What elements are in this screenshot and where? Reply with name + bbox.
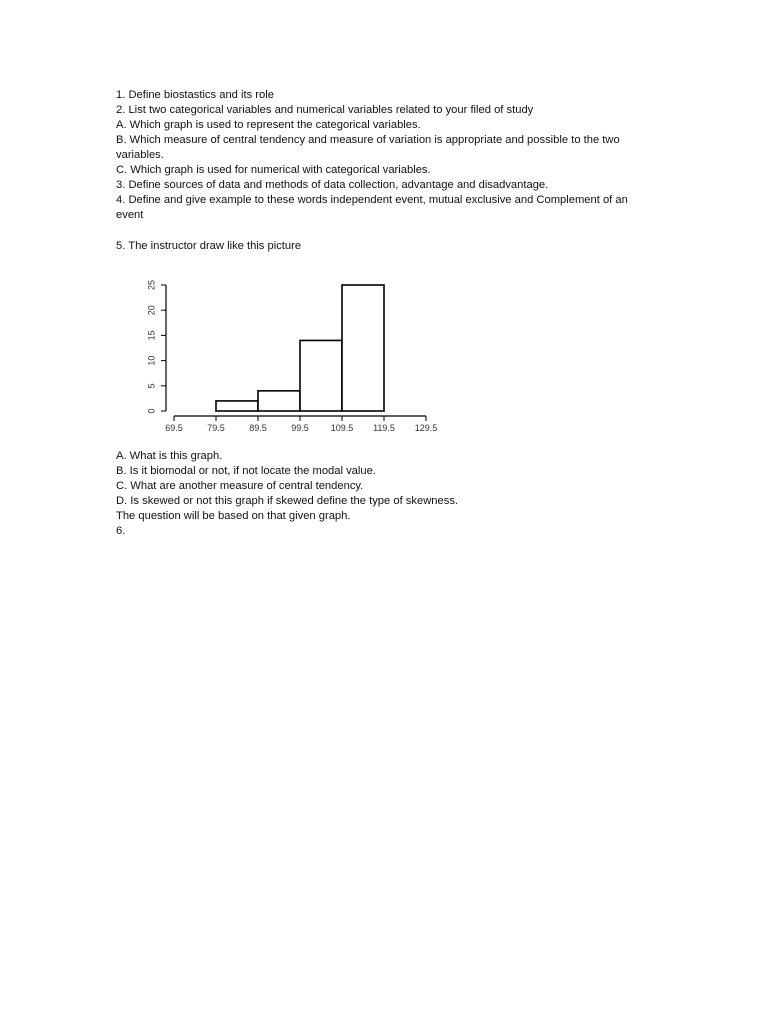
question-2b: B. Which measure of central tendency and measure of variation is appropriate and possible to the two variables. [116, 134, 620, 161]
question-5b: B. Is it biomodal or not, if not locate the modal value. [116, 465, 376, 477]
spacer [116, 223, 656, 239]
question-6: 6. [116, 525, 126, 537]
document-page [116, 88, 656, 539]
x-tick-label: 79.5 [207, 423, 225, 433]
histogram-bar [216, 401, 258, 411]
histogram-bar [258, 391, 300, 411]
y-tick-label: 15 [146, 330, 157, 341]
x-tick-label: 69.5 [165, 423, 183, 433]
question-list-top [116, 88, 656, 223]
histogram-figure [116, 266, 446, 441]
x-tick-label: 119.5 [373, 423, 395, 433]
question-list-bottom [116, 449, 656, 539]
question-2c: C. Which graph is used for numerical with categorical variables. [116, 164, 431, 176]
question-note: The question will be based on that given graph. [116, 510, 351, 522]
x-tick-label: 99.5 [291, 423, 309, 433]
question-3: 3. Define sources of data and methods of data collection, advantage and disadvantage. [116, 179, 549, 191]
x-tick-label: 129.5 [414, 423, 438, 433]
question-5d: D. Is skewed or not this graph if skewed define the type of skewness. [116, 495, 459, 507]
question-2: 2. List two categorical variables and numerical variables related to your filed of study [116, 104, 534, 116]
histogram-bar [342, 285, 384, 411]
y-tick-label: 5 [146, 383, 157, 389]
y-tick-label: 20 [146, 305, 157, 316]
x-tick-label: 109.5 [330, 423, 354, 433]
question-5a: A. What is this graph. [116, 450, 223, 462]
question-4: 4. Define and give example to these words independent event, mutual exclusive and Complement of an event [116, 194, 628, 221]
y-tick-label: 0 [146, 408, 157, 414]
question-5c: C. What are another measure of central tendency. [116, 480, 364, 492]
question-5-intro: 5. The instructor draw like this picture [116, 240, 302, 252]
question-1: 1. Define biostastics and its role [116, 89, 274, 101]
question-2a: A. Which graph is used to represent the categorical variables. [116, 119, 421, 131]
y-tick-label: 10 [146, 355, 157, 366]
y-tick-label: 25 [146, 279, 157, 291]
x-tick-label: 89.5 [249, 423, 267, 433]
histogram-chart [116, 266, 446, 441]
histogram-bar [300, 340, 342, 411]
